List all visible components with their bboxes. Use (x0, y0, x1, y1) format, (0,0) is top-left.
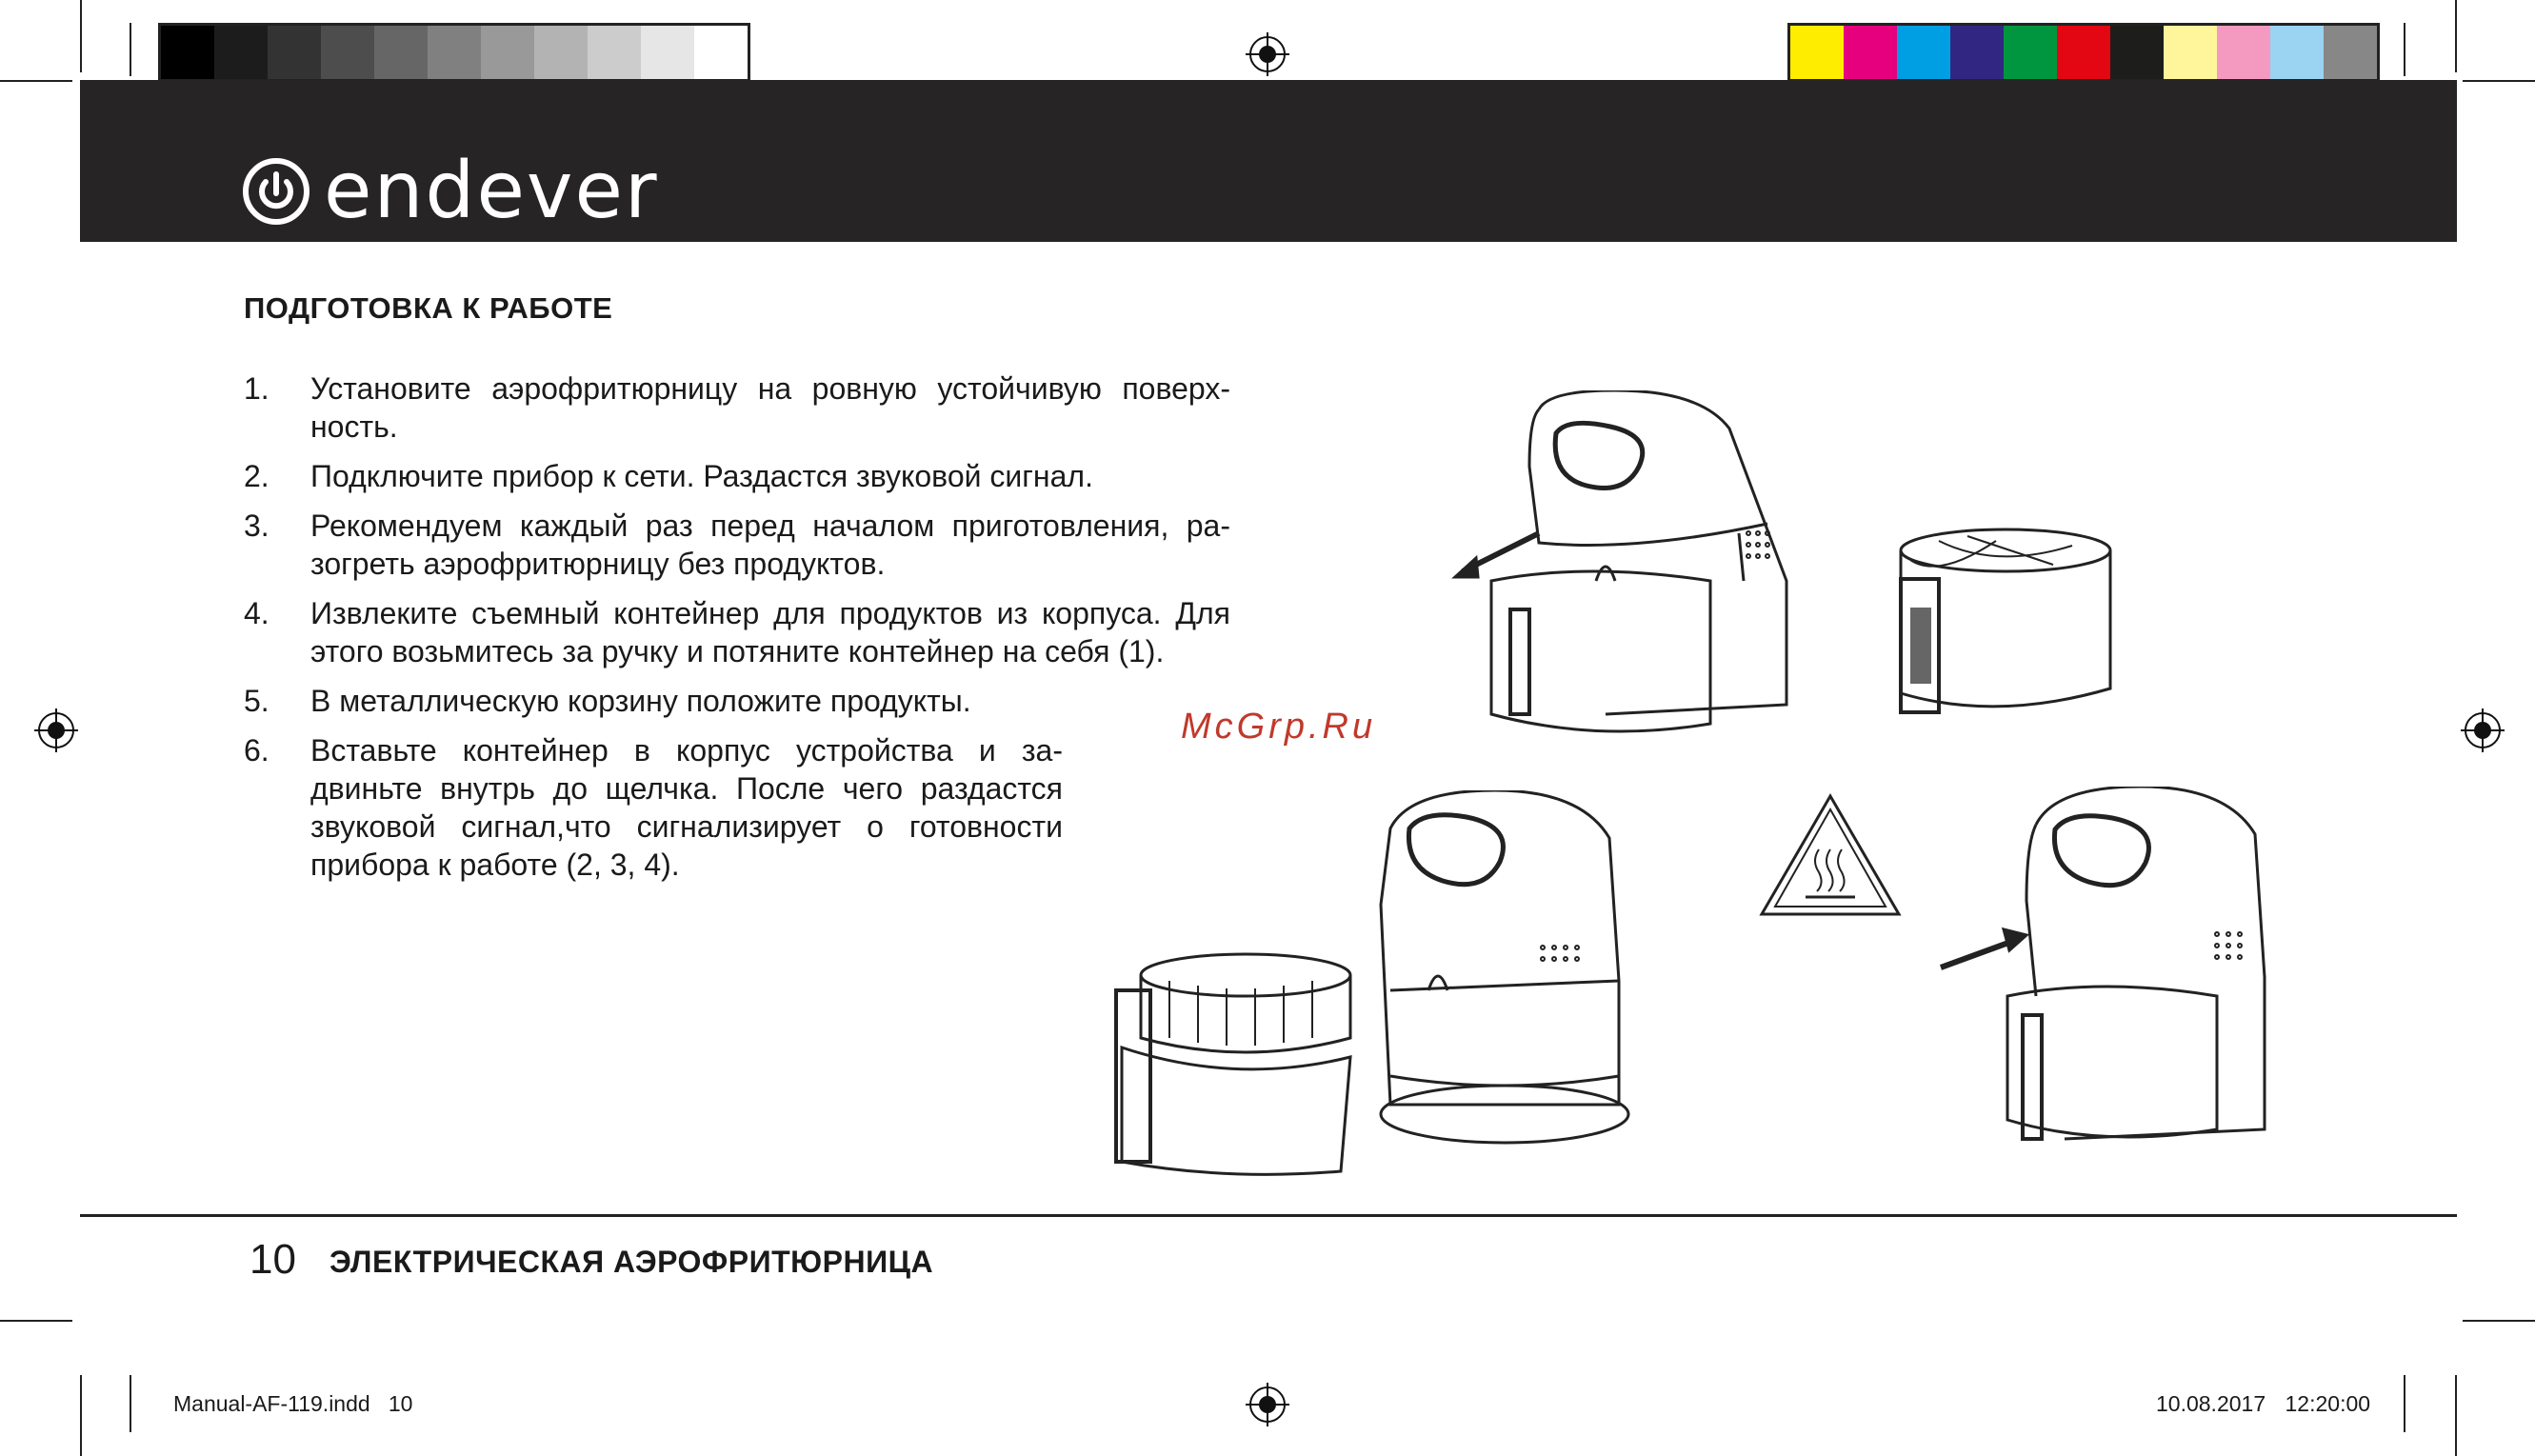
gray-swatch (214, 26, 268, 79)
hot-surface-warning-icon (1758, 792, 1903, 918)
color-swatch (2004, 26, 2057, 79)
slug-timestamp (2156, 1391, 2370, 1417)
list-item: 6. Вставьте контейнер в корпус устройства и за-двиньте внутрь до щелчка. После чего раздастся звуковой сигнал,что сигнализирует о готовности прибора к работе (2, 3, 4). (244, 733, 1063, 882)
brand-name: endever (324, 146, 659, 236)
color-swatch (2324, 26, 2377, 79)
basket-and-container (1112, 952, 1360, 1181)
air-fryer-insert (1931, 787, 2276, 1148)
gray-swatch (534, 26, 588, 79)
gray-swatch (321, 26, 374, 79)
gray-swatch (588, 26, 641, 79)
slug-time: 12:20:00 (2285, 1391, 2371, 1416)
registration-mark-top (1246, 32, 1289, 76)
power-icon (242, 157, 310, 226)
color-swatch (1897, 26, 1950, 79)
registration-mark-bottom (1246, 1383, 1289, 1426)
gray-swatch (694, 26, 748, 79)
slug-file: Manual-AF-119.indd 10 (173, 1391, 413, 1416)
gray-swatch (268, 26, 321, 79)
gray-swatch (161, 26, 214, 79)
process-color-bar (1787, 23, 2380, 82)
list-item: 5. В металлическую корзину положите продукты. (244, 684, 971, 718)
watermark: McGrp.Ru (1181, 707, 1377, 747)
slug-date: 10.08.2017 (2156, 1391, 2266, 1416)
color-swatch (2057, 26, 2110, 79)
section-title: ПОДГОТОВКА К РАБОТЕ (244, 291, 613, 325)
basket-with-food (1882, 522, 2120, 722)
gray-swatch (374, 26, 428, 79)
registration-mark-right (2461, 708, 2505, 752)
gray-swatch (428, 26, 481, 79)
gray-swatch (641, 26, 694, 79)
gray-swatch (481, 26, 534, 79)
color-swatch (2164, 26, 2217, 79)
list-item: 4. Извлеките съемный контейнер для продуктов из корпуса. Для этого возьмитесь за ручку и потяните контейнер на себя (1). (244, 596, 1230, 668)
color-swatch (1950, 26, 2004, 79)
steps-list (244, 369, 1230, 895)
brand-logo (242, 146, 659, 236)
color-swatch (1844, 26, 1897, 79)
color-swatch (2270, 26, 2324, 79)
page-number: 10 (250, 1236, 296, 1283)
footer-rule (80, 1214, 2457, 1217)
color-swatch (2217, 26, 2270, 79)
list-item: 3. Рекомендуем каждый раз перед началом приготовления, ра-зогреть аэрофритюрницу без продуктов. (244, 509, 1230, 581)
list-item: 1. Установите аэрофритюрницу на ровную устойчивую поверх-ность. (244, 371, 1230, 444)
air-fryer-body-open (1371, 790, 1638, 1152)
air-fryer-drawer-open (1444, 390, 1806, 752)
footer-title: ЭЛЕКТРИЧЕСКАЯ АЭРОФРИТЮРНИЦА (329, 1245, 934, 1279)
grayscale-color-bar (158, 23, 750, 82)
registration-mark-left (34, 708, 78, 752)
color-swatch (2110, 26, 2164, 79)
list-item: 2. Подключите прибор к сети. Раздастся звуковой сигнал. (244, 459, 1093, 493)
color-swatch (1790, 26, 1844, 79)
